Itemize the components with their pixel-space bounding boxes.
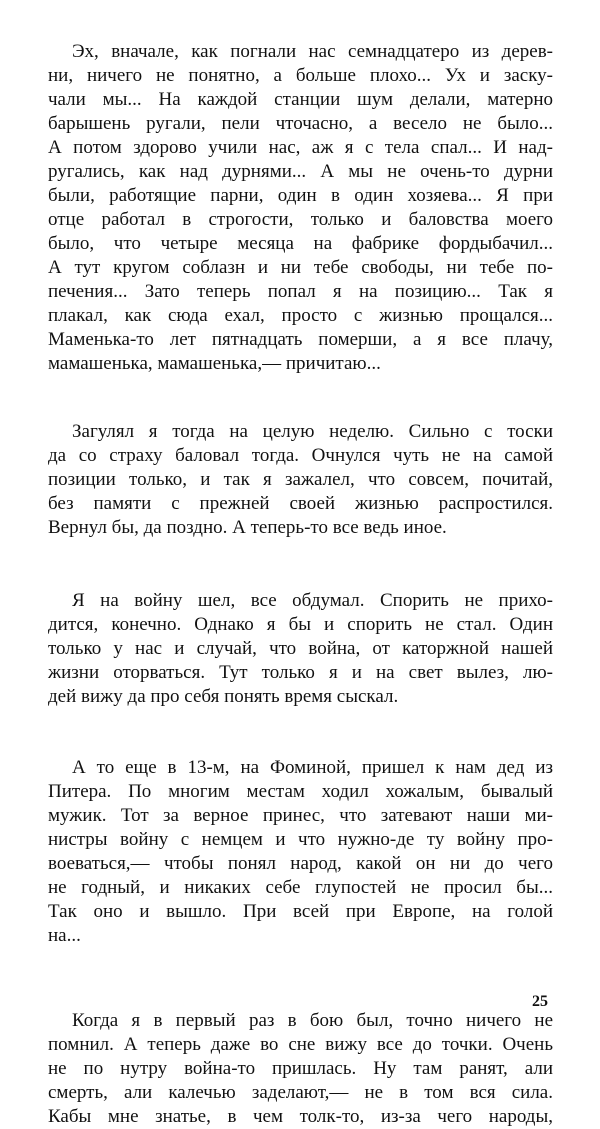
text-line: А потом здорово учили нас, аж я с тела спал... И над- bbox=[48, 137, 553, 158]
text-line: барышень ругали, пели чточасно, а весело не было... bbox=[48, 113, 553, 134]
text-line: А тут кругом соблазн и ни тебе свободы, ни тебе по- bbox=[48, 257, 553, 278]
page-body bbox=[48, 40, 553, 1129]
page-number: 25 bbox=[532, 993, 548, 1010]
text-line: только у нас и случай, что война, от каторжной нашей bbox=[48, 638, 553, 659]
text-line: помнил. А теперь даже во сне вижу все до точки. Очень bbox=[48, 1034, 553, 1055]
text-line: Когда я в первый раз в бою был, точно ничего не bbox=[72, 1010, 553, 1031]
text-line: смерть, али калечью заделают,— не в том вся сила. bbox=[48, 1082, 553, 1103]
paragraph-2 bbox=[48, 420, 553, 540]
text-line: ни, ничего не понятно, а больше плохо... Ух и заску- bbox=[48, 65, 553, 86]
text-line: Вернул бы, да поздно. А теперь-то все ведь иное. bbox=[48, 517, 447, 538]
text-line: Загулял я тогда на целую неделю. Сильно с тоски bbox=[72, 421, 553, 442]
paragraph-spacer bbox=[48, 540, 553, 589]
text-line: не годный, и никаких себе глупостей не просил бы... bbox=[48, 877, 553, 898]
text-line: да со страху баловал тогда. Очнулся чуть не на самой bbox=[48, 445, 553, 466]
text-line: на... bbox=[48, 925, 81, 946]
text-line: было, что четыре месяца на фабрике фордыбачил... bbox=[48, 233, 553, 254]
text-line: Эх, вначале, как погнали нас семнадцатеро из дерев- bbox=[72, 41, 553, 62]
text-line: дей вижу да про себя понять время сыскал. bbox=[48, 686, 399, 707]
text-line: мамашенька, мамашенька,— причитаю... bbox=[48, 353, 381, 374]
text-line: не по нутру война-то пришлась. Ну там ранят, али bbox=[48, 1058, 553, 1079]
text-line: печения... Зато теперь попал я на позицию... Так я bbox=[48, 281, 553, 302]
text-line: без памяти с прежней своей жизнью распростился. bbox=[48, 493, 553, 514]
paragraph-1 bbox=[48, 40, 553, 376]
text-line: дится, конечно. Однако я бы и спорить не стал. Один bbox=[48, 614, 553, 635]
text-line: А то еще в 13-м, на Фоминой, пришел к нам дед из bbox=[72, 757, 553, 778]
text-line: Питера. По многим местам ходил хожалым, бывалый bbox=[48, 781, 553, 802]
text-line: нистры войну с немцем и что нужно-де ту войну про- bbox=[48, 829, 553, 850]
text-line: жизни оторваться. Тут только я и на свет вылез, лю- bbox=[48, 662, 553, 683]
text-line: Так оно и вышло. При всей при Европе, на голой bbox=[48, 901, 553, 922]
paragraph-spacer bbox=[48, 709, 553, 756]
text-line: отце работал в строгости, только и баловства моего bbox=[48, 209, 553, 230]
paragraph-spacer bbox=[48, 948, 553, 1009]
text-line: были, работящие парни, один в один хозяева... Я при bbox=[48, 185, 553, 206]
text-line: ругались, как над дурнями... А мы не очень-то дурни bbox=[48, 161, 553, 182]
text-line: Я на войну шел, все обдумал. Спорить не прихо- bbox=[72, 590, 553, 611]
text-line: мужик. Тот за верное принес, что затевают наши ми- bbox=[48, 805, 553, 826]
text-line: Кабы мне знатье, в чем толк-то, из-за чего народы, bbox=[48, 1106, 553, 1127]
text-line: чали мы... На каждой станции шум делали, матерно bbox=[48, 89, 553, 110]
paragraph-spacer bbox=[48, 376, 553, 420]
paragraph-3 bbox=[48, 589, 553, 709]
text-line: Маменька-то лет пятнадцать померши, а я все плачу, bbox=[48, 329, 553, 350]
paragraph-4 bbox=[48, 756, 553, 948]
text-line: воеваться,— чтобы понял народ, какой он ни до чего bbox=[48, 853, 553, 874]
text-line: плакал, как сюда ехал, просто с жизнью прощался... bbox=[48, 305, 553, 326]
paragraph-5 bbox=[48, 1009, 553, 1129]
text-line: позиции только, и так я зажалел, что совсем, почитай, bbox=[48, 469, 553, 490]
